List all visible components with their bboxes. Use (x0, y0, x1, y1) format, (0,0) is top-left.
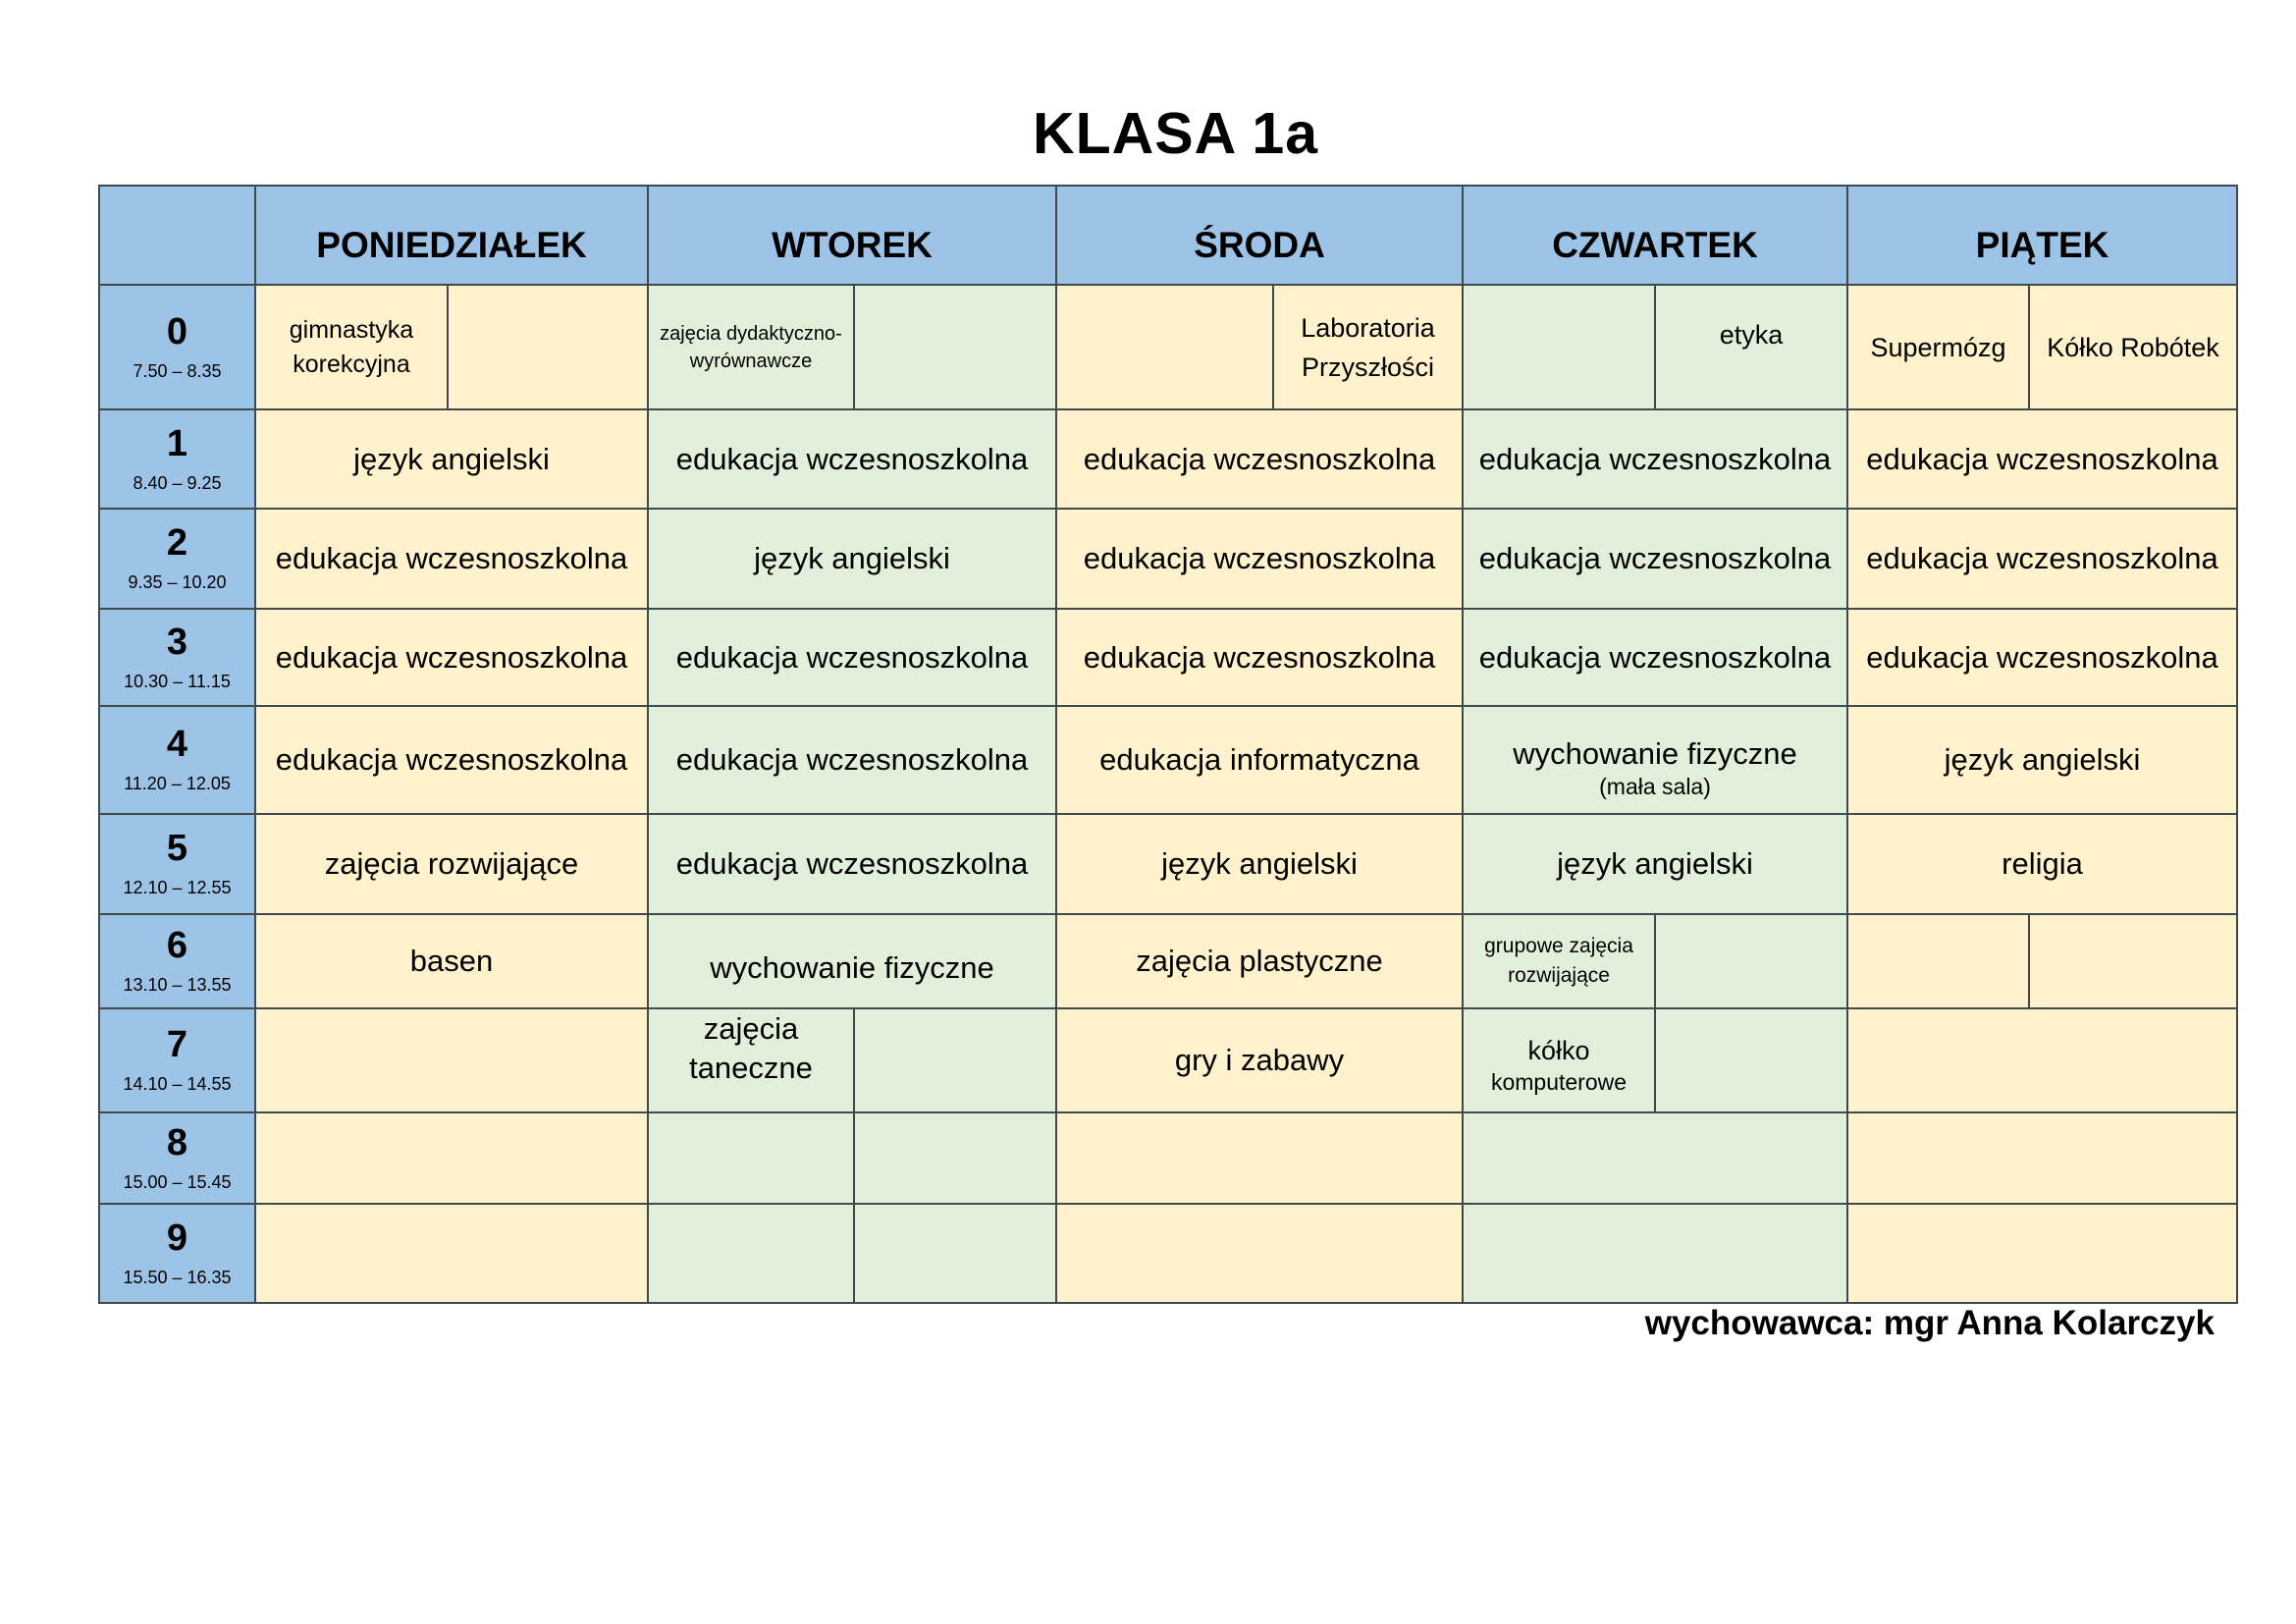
cell-mon: edukacja wczesnoszkolna (255, 706, 648, 814)
cell-fri-a: Supermózg (1847, 285, 2029, 409)
cell-fri (1847, 1204, 2237, 1303)
day-header-thursday: CZWARTEK (1463, 186, 1847, 285)
cell-mon-a: gimnastyka korekcyjna (255, 285, 448, 409)
lesson-row-5 (99, 814, 2237, 914)
page-title: KLASA 1a (1032, 101, 1319, 166)
lesson-row-9 (99, 1204, 2237, 1303)
cell-tue-a: zajęcia dydaktyczno-wyrównawcze (648, 285, 854, 409)
cell-mon: edukacja wczesnoszkolna (255, 609, 648, 706)
cell-wed (1056, 1204, 1463, 1303)
cell-thu-note: (mała sala) (1599, 774, 1711, 799)
homeroom-teacher: wychowawca: mgr Anna Kolarczyk (1644, 1304, 2215, 1342)
cell-fri-b: Kółko Robótek (2029, 285, 2237, 409)
cell-wed: edukacja wczesnoszkolna (1056, 409, 1463, 509)
cell-tue-a (648, 1204, 854, 1303)
cell-wed: edukacja informatyczna (1056, 706, 1463, 814)
cell-fri-b (2029, 914, 2237, 1008)
lesson-number-cell: 8 15.00 – 15.45 (99, 1112, 255, 1204)
cell-thu-a (1463, 1008, 1655, 1112)
cell-thu (1463, 706, 1847, 814)
lesson-number-cell: 6 13.10 – 13.55 (99, 914, 255, 1008)
corner-cell (99, 186, 255, 285)
cell-thu-b (1655, 1008, 1847, 1112)
lesson-number-cell: 4 11.20 – 12.05 (99, 706, 255, 814)
cell-thu-b: etyka (1655, 285, 1847, 409)
cell-tue-b (854, 1112, 1056, 1204)
cell-tue: edukacja wczesnoszkolna (648, 409, 1056, 509)
cell-fri: język angielski (1847, 706, 2237, 814)
cell-thu: edukacja wczesnoszkolna (1463, 409, 1847, 509)
lesson-row-7 (99, 1008, 2237, 1112)
cell-tue-b (854, 285, 1056, 409)
cell-tue: wychowanie fizyczne (648, 914, 1056, 1008)
day-header-tuesday: WTOREK (648, 186, 1056, 285)
cell-thu: edukacja wczesnoszkolna (1463, 609, 1847, 706)
cell-thu (1463, 1112, 1847, 1204)
cell-tue: edukacja wczesnoszkolna (648, 706, 1056, 814)
lesson-row-3 (99, 609, 2237, 706)
lesson-row-2 (99, 509, 2237, 609)
lesson-row-8 (99, 1112, 2237, 1204)
cell-fri-a (1847, 914, 2029, 1008)
cell-wed-a (1056, 285, 1273, 409)
lesson-number-cell: 3 10.30 – 11.15 (99, 609, 255, 706)
cell-wed: język angielski (1056, 814, 1463, 914)
cell-wed: edukacja wczesnoszkolna (1056, 509, 1463, 609)
cell-mon: edukacja wczesnoszkolna (255, 509, 648, 609)
cell-thu-b (1655, 914, 1847, 1008)
cell-fri: edukacja wczesnoszkolna (1847, 609, 2237, 706)
lesson-number-cell: 9 15.50 – 16.35 (99, 1204, 255, 1303)
cell-thu-a (1463, 285, 1655, 409)
lesson-number-cell: 1 8.40 – 9.25 (99, 409, 255, 509)
lesson-row-0 (99, 285, 2237, 409)
cell-mon: język angielski (255, 409, 648, 509)
cell-wed: gry i zabawy (1056, 1008, 1463, 1112)
cell-fri: edukacja wczesnoszkolna (1847, 409, 2237, 509)
cell-wed: zajęcia plastyczne (1056, 914, 1463, 1008)
cell-mon (255, 1204, 648, 1303)
cell-wed-b: Laboratoria Przyszłości (1273, 285, 1463, 409)
lesson-number-cell: 2 9.35 – 10.20 (99, 509, 255, 609)
cell-fri (1847, 1008, 2237, 1112)
cell-tue-b (854, 1204, 1056, 1303)
lesson-number-cell: 0 7.50 – 8.35 (99, 285, 255, 409)
cell-tue: edukacja wczesnoszkolna (648, 609, 1056, 706)
cell-tue: język angielski (648, 509, 1056, 609)
cell-wed (1056, 1112, 1463, 1204)
cell-mon-b (448, 285, 648, 409)
header-row (99, 186, 2237, 285)
lesson-row-1 (99, 409, 2237, 509)
lesson-row-6 (99, 914, 2237, 1008)
lesson-number-cell: 5 12.10 – 12.55 (99, 814, 255, 914)
cell-thu-a-main: kółko (1527, 1036, 1590, 1065)
cell-tue-a: zajęcia taneczne (648, 1008, 854, 1112)
cell-fri: religia (1847, 814, 2237, 914)
cell-mon: zajęcia rozwijające (255, 814, 648, 914)
day-header-monday: PONIEDZIAŁEK (255, 186, 648, 285)
cell-thu-a: grupowe zajęcia rozwijające (1463, 914, 1655, 1008)
day-header-friday: PIĄTEK (1847, 186, 2237, 285)
cell-wed: edukacja wczesnoszkolna (1056, 609, 1463, 706)
cell-thu: język angielski (1463, 814, 1847, 914)
lesson-row-4 (99, 706, 2237, 814)
cell-thu: edukacja wczesnoszkolna (1463, 509, 1847, 609)
cell-thu (1463, 1204, 1847, 1303)
cell-tue-b (854, 1008, 1056, 1112)
cell-thu-subject: wychowanie fizyczne (1513, 736, 1797, 771)
cell-fri (1847, 1112, 2237, 1204)
cell-mon (255, 1008, 648, 1112)
cell-tue: edukacja wczesnoszkolna (648, 814, 1056, 914)
day-header-wednesday: ŚRODA (1056, 186, 1463, 285)
cell-mon (255, 1112, 648, 1204)
cell-tue-a (648, 1112, 854, 1204)
cell-mon: basen (255, 914, 648, 1008)
cell-thu-a-sub: komputerowe (1490, 1069, 1628, 1095)
timetable (98, 185, 2238, 1304)
lesson-number-cell: 7 14.10 – 14.55 (99, 1008, 255, 1112)
cell-fri: edukacja wczesnoszkolna (1847, 509, 2237, 609)
